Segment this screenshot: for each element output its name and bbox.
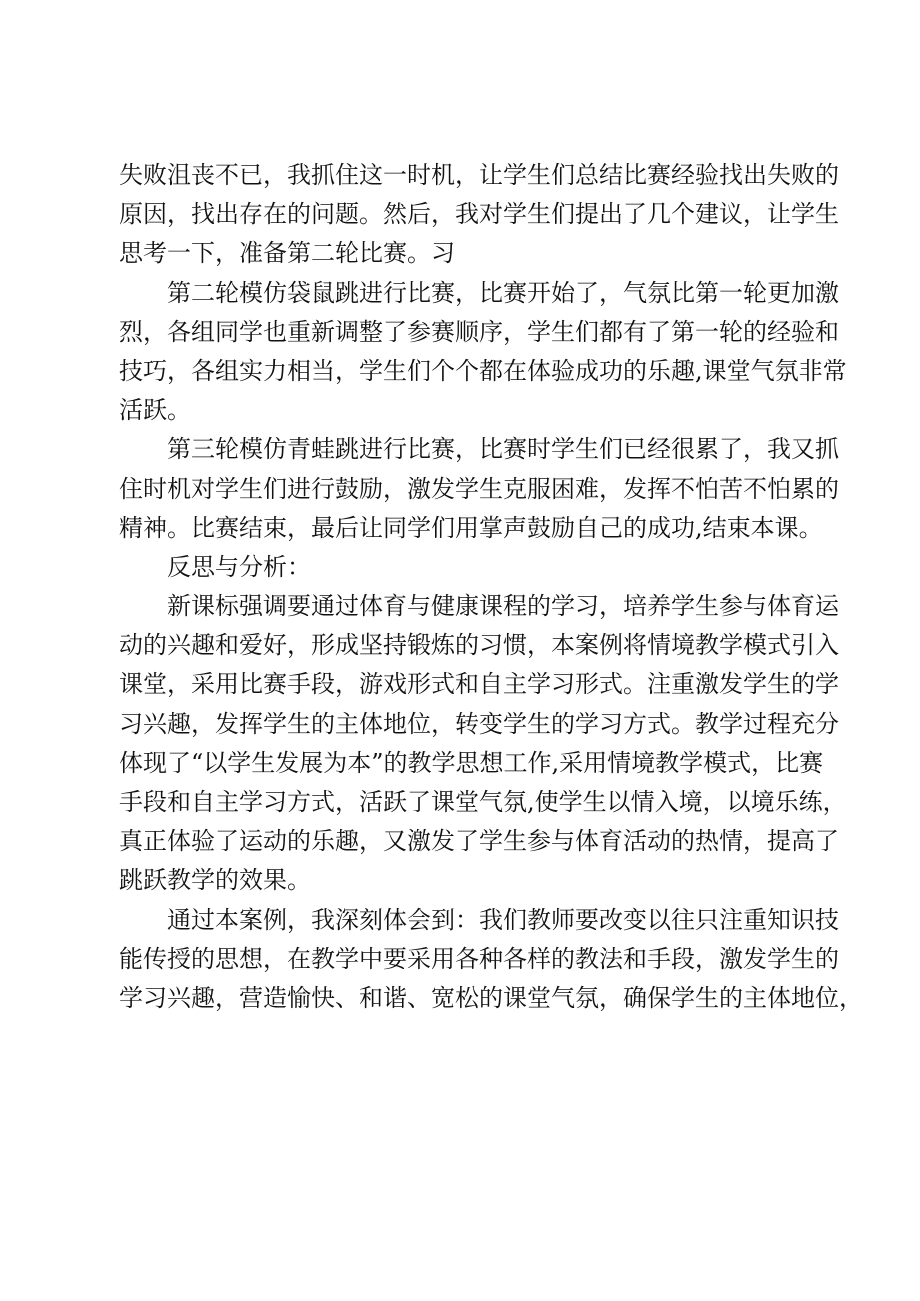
text-line: 新课标强调要通过体育与健康课程的学习，培养学生参与体育运 bbox=[167, 592, 839, 621]
text-line: 住时机对学生们进行鼓励，激发学生克服困难，发挥不怕苦不怕累的 bbox=[119, 474, 839, 503]
text-line: 通过本案例，我深刻体会到：我们教师要改变以往只注重知识技 bbox=[167, 905, 839, 934]
paragraph bbox=[119, 901, 863, 1019]
text-line: 反思与分析： bbox=[167, 552, 311, 581]
text-line: 烈，各组同学也重新调整了参赛顺序，学生们都有了第一轮的经验和 bbox=[119, 317, 839, 346]
text-line: 活跃。 bbox=[119, 396, 191, 425]
text-line: 能传授的思想，在教学中要采用各种各样的教法和手段，激发学生的 bbox=[119, 944, 839, 973]
paragraph bbox=[119, 430, 839, 548]
text-line: 失败沮丧不已，我抓住这一时机，让学生们总结比赛经验找出失败的 bbox=[119, 161, 839, 189]
text-line: 真正体验了运动的乐趣，又激发了学生参与体育活动的热情，提高了 bbox=[119, 827, 839, 856]
text-line: 手段和自主学习方式，活跃了课堂气氛,使学生以情入境，以境乐练， bbox=[119, 788, 847, 816]
text-line: 第二轮模仿袋鼠跳进行比赛，比赛开始了，气氛比第一轮更加激 bbox=[167, 278, 839, 307]
text-line: 技巧，各组实力相当，学生们个个都在体验成功的乐趣,课堂气氛非常 bbox=[119, 356, 847, 385]
text-line: 动的兴趣和爱好，形成坚持锻炼的习惯，本案例将情境教学模式引入 bbox=[119, 631, 839, 660]
text-line: 原因，找出存在的问题。然后，我对学生们提出了几个建议，让学生 bbox=[119, 200, 839, 229]
paragraph bbox=[119, 156, 839, 274]
text-line: 学习兴趣，营造愉快、和谐、宽松的课堂气氛，确保学生的主体地位， bbox=[119, 983, 863, 1012]
document-body bbox=[119, 156, 863, 1018]
paragraph bbox=[119, 587, 847, 901]
text-line: 思考一下，准备第二轮比赛。习 bbox=[119, 239, 455, 268]
text-line: 课堂，采用比赛手段，游戏形式和自主学习形式。注重激发学生的学 bbox=[119, 670, 839, 699]
text-line: 第三轮模仿青蛙跳进行比赛，比赛时学生们已经很累了，我又抓 bbox=[167, 435, 839, 464]
text-line: 习兴趣，发挥学生的主体地位，转变学生的学习方式。教学过程充分 bbox=[119, 709, 839, 738]
paragraph bbox=[119, 274, 847, 431]
text-line: 体现了“以学生发展为本”的教学思想工作,采用情境教学模式，比赛 bbox=[119, 748, 824, 777]
text-line: 跳跃教学的效果。 bbox=[119, 866, 311, 895]
section-heading bbox=[119, 548, 821, 587]
text-line: 精神。比赛结束，最后让同学们用掌声鼓励自己的成功,结束本课。 bbox=[119, 513, 823, 542]
